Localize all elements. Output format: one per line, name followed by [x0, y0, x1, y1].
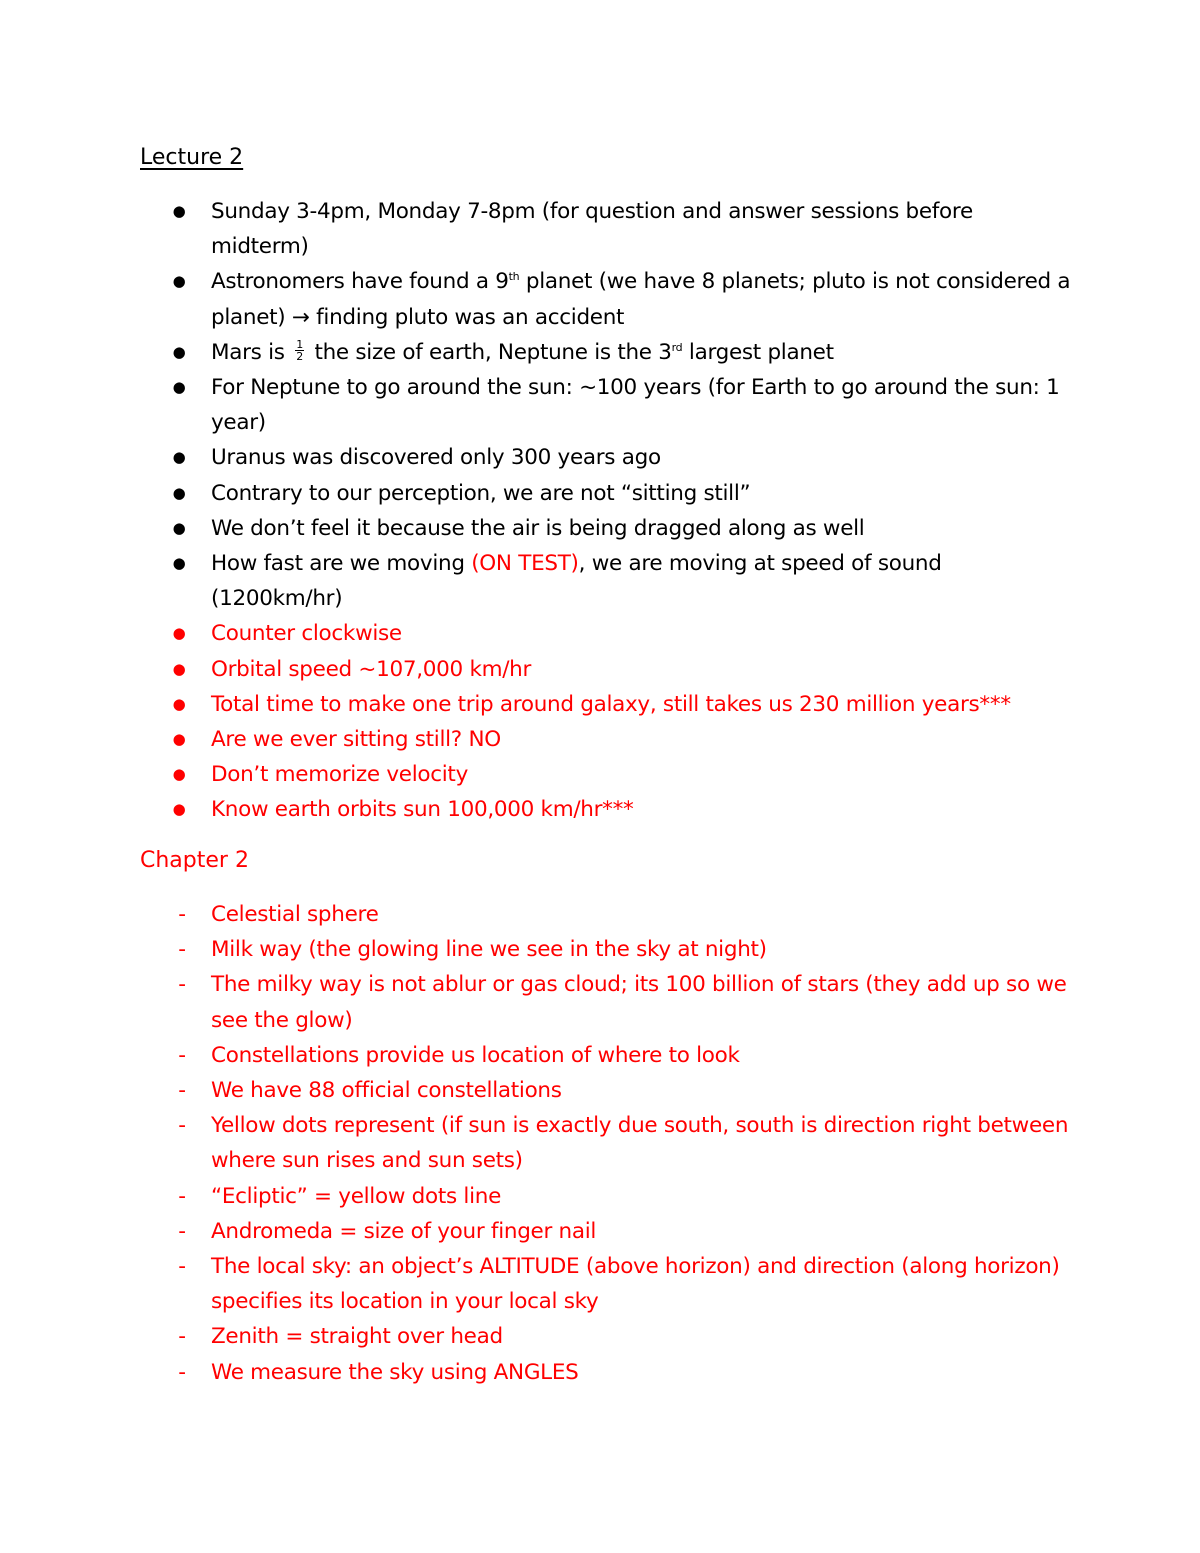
item-text: Counter clockwise — [211, 621, 402, 647]
chapter-title: Chapter 2 — [140, 848, 249, 873]
item-text: Mars is — [211, 339, 292, 365]
chapter-dash-list — [0, 897, 1200, 1390]
item-text: We don’t feel it because the air is being dragged along as well — [211, 515, 865, 541]
right-arrow-icon: → — [291, 304, 310, 330]
item-text: Zenith = straight over head — [211, 1324, 503, 1350]
list-item — [0, 722, 1071, 757]
dash-icon: - — [178, 902, 186, 927]
list-item — [0, 511, 1071, 546]
list-item — [0, 616, 1071, 651]
fraction-numerator: 1 — [296, 338, 303, 352]
item-text: Astronomers have found a 9 — [211, 269, 509, 295]
item-text: planet (we have 8 planets; pluto is not considered a planet) — [211, 269, 1071, 330]
bullet-icon: ● — [172, 624, 186, 643]
dash-icon: - — [178, 1183, 186, 1209]
item-text: the size of earth, Neptune is the 3 — [307, 339, 672, 365]
list-item — [0, 1214, 1071, 1249]
bullet-icon: ● — [172, 272, 186, 291]
list-item — [0, 440, 1071, 475]
fraction-half — [295, 339, 304, 362]
bullet-icon: ● — [172, 378, 186, 397]
ordinal-suffix: rd — [671, 340, 683, 354]
list-item — [0, 1073, 1071, 1108]
item-text: , we are moving at speed of sound (1200km/hr) — [211, 551, 942, 612]
list-item — [0, 264, 1071, 334]
item-text: Constellations provide us location of where to look — [211, 1042, 740, 1068]
list-item — [0, 1355, 1071, 1390]
item-text: Yellow dots represent (if sun is exactly due south, south is direction right between where sun rises and sun sets) — [211, 1113, 1069, 1174]
bullet-icon: ● — [172, 483, 186, 502]
list-item — [0, 1108, 1071, 1178]
item-text: Orbital speed ~107,000 km/hr — [211, 656, 532, 682]
dash-icon: - — [178, 1324, 186, 1350]
dash-icon: - — [178, 1218, 186, 1244]
item-text: Total time to make one trip around galaxy, still takes us 230 million years*** — [211, 691, 1011, 717]
list-item — [0, 546, 1071, 616]
list-item — [0, 1038, 1071, 1073]
list-item — [0, 1319, 1071, 1354]
item-text: Milk way (the glowing line we see in the sky at night) — [211, 937, 767, 963]
lecture-title: Lecture 2 — [140, 145, 244, 170]
bullet-icon: ● — [172, 765, 186, 784]
bullet-icon: ● — [172, 202, 186, 220]
bullet-icon: ● — [172, 448, 186, 467]
bullet-icon: ● — [172, 694, 186, 713]
bullet-icon: ● — [172, 554, 186, 573]
list-item — [0, 194, 1071, 264]
dash-icon: - — [178, 1254, 186, 1280]
item-text: The local sky: an object’s ALTITUDE (above horizon) and direction (along horizon) specifies its location in your local sky — [211, 1254, 1060, 1315]
item-text: Celestial sphere — [211, 902, 379, 927]
list-item — [0, 1179, 1071, 1214]
item-text: Are we ever sitting still? NO — [211, 727, 501, 753]
item-text: Don’t memorize velocity — [211, 762, 468, 788]
list-item — [0, 757, 1071, 792]
item-text: “Ecliptic” = yellow dots line — [211, 1183, 502, 1209]
item-text: Uranus was discovered only 300 years ago — [211, 445, 661, 471]
list-item — [0, 687, 1071, 722]
list-item — [0, 932, 1071, 967]
dash-icon: - — [178, 1113, 186, 1139]
bullet-icon: ● — [172, 730, 186, 749]
item-text: Andromeda = size of your finger nail — [211, 1218, 597, 1244]
dash-icon: - — [178, 1078, 186, 1104]
item-text: The milky way is not ablur or gas cloud; its 100 billion of stars (they add up so we see the glow) — [211, 972, 1067, 1033]
list-item — [0, 897, 1071, 932]
list-item — [0, 1249, 1071, 1319]
item-text: Know earth orbits sun 100,000 km/hr*** — [211, 797, 634, 823]
dash-icon: - — [178, 937, 186, 963]
fraction-denominator: 2 — [296, 350, 303, 364]
list-item — [0, 967, 1071, 1037]
list-item — [0, 652, 1071, 687]
bullet-icon: ● — [172, 518, 186, 537]
list-item — [0, 476, 1071, 511]
item-text: Contrary to our perception, we are not “sitting still” — [211, 480, 751, 506]
dash-icon: - — [178, 1359, 186, 1385]
list-item — [0, 370, 1071, 440]
lecture-bullet-list — [0, 194, 1200, 828]
item-text: Sunday 3-4pm, Monday 7-8pm (for question and answer sessions before midterm) — [211, 199, 973, 260]
list-item — [0, 792, 1071, 827]
dash-icon: - — [178, 972, 186, 998]
bullet-icon: ● — [172, 342, 186, 361]
item-text: finding pluto was an accident — [309, 304, 625, 330]
bullet-icon: ● — [172, 800, 186, 819]
item-text: We have 88 official constellations — [211, 1078, 562, 1104]
item-text: We measure the sky using ANGLES — [211, 1359, 579, 1385]
list-item — [0, 335, 1071, 370]
dash-icon: - — [178, 1042, 186, 1068]
item-text: largest planet — [682, 339, 834, 365]
bullet-icon: ● — [172, 659, 186, 678]
on-test-note: (ON TEST) — [471, 551, 579, 577]
item-text: For Neptune to go around the sun: ~100 years (for Earth to go around the sun: 1 year) — [211, 375, 1060, 436]
item-text: How fast are we moving — [211, 551, 472, 577]
ordinal-suffix: th — [508, 270, 520, 284]
